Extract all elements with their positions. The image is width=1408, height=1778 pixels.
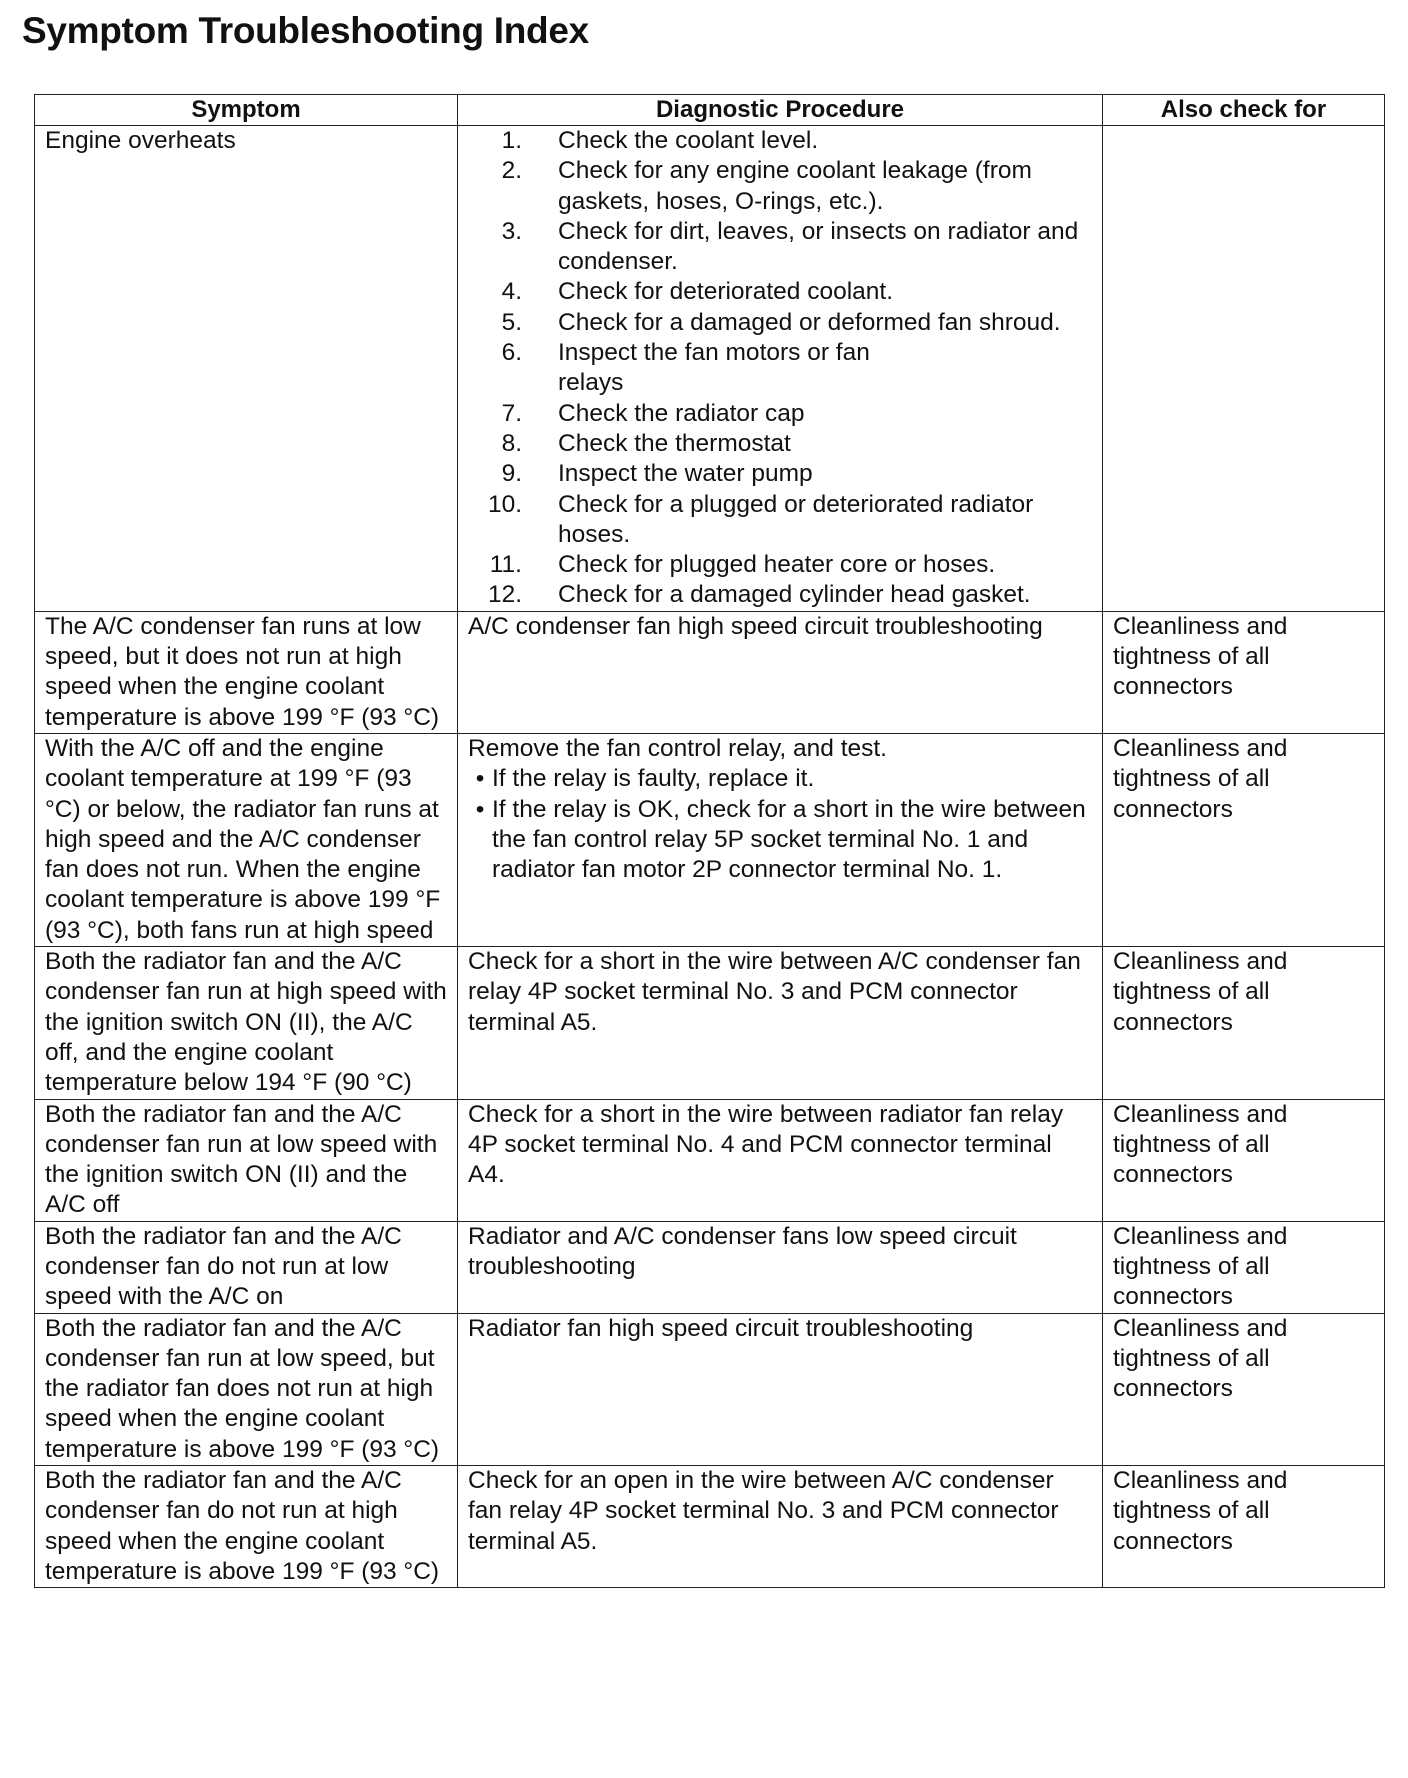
list-item: 7. Check the radiator cap xyxy=(501,399,805,427)
table-row xyxy=(35,1466,1385,1588)
troubleshooting-table xyxy=(34,94,1385,1588)
list-item: 12. Check for a damaged cylinder head gasket. xyxy=(487,581,1031,609)
also-check-cell: Cleanliness and tightness of all connectors xyxy=(1103,947,1385,1099)
symptom-cell: Both the radiator fan and the A/C condenser fan run at high speed with the ignition switch ON (II), the A/C off, and the engine coolant temperature below 194 °F (90 °C) xyxy=(35,947,458,1099)
header-also-check: Also check for xyxy=(1103,95,1385,126)
list-item: 9. Inspect the water pump xyxy=(501,460,813,488)
also-check-cell: Cleanliness and tightness of all connectors xyxy=(1103,1099,1385,1221)
list-item: 8. Check the thermostat xyxy=(501,429,791,457)
table-row xyxy=(35,1313,1385,1465)
procedure-cell: Check for an open in the wire between A/C condenser fan relay 4P socket terminal No. 3 and PCM connector terminal A5. xyxy=(458,1466,1103,1588)
list-item: 6. Inspect the fan motors or fan relays xyxy=(501,339,870,397)
list-item: 1. Check the coolant level. xyxy=(501,127,819,154)
bullet-icon: • xyxy=(475,795,485,823)
symptom-cell: With the A/C off and the engine coolant temperature at 199 °F (93 °C) or below, the radiator fan runs at high speed and the A/C condenser fan does not run. When the engine coolant temperature is above 199 °F (93 °C), both fans run at high speed xyxy=(35,733,458,946)
list-item: • If the relay is OK, check for a short in the wire between the fan control relay 5P socket terminal No. 1 and radiator fan motor 2P connector terminal No. 1. xyxy=(468,795,1092,886)
list-item: 11. Check for plugged heater core or hoses. xyxy=(489,551,996,579)
also-check-cell: Cleanliness and tightness of all connectors xyxy=(1103,1313,1385,1465)
bullet-icon: • xyxy=(475,765,485,793)
also-check-cell: Cleanliness and tightness of all connectors xyxy=(1103,733,1385,946)
procedure-cell xyxy=(458,733,1103,946)
symptom-cell: Both the radiator fan and the A/C condenser fan run at low speed with the ignition switch ON (II) and the A/C off xyxy=(35,1099,458,1221)
also-check-cell: Cleanliness and tightness of all connectors xyxy=(1103,611,1385,733)
page-title: Symptom Troubleshooting Index xyxy=(22,10,589,51)
symptom-cell: Both the radiator fan and the A/C condenser fan do not run at high speed when the engine coolant temperature is above 199 °F (93 °C) xyxy=(35,1466,458,1588)
list-item: 4. Check for deteriorated coolant. xyxy=(501,278,894,306)
symptom-cell: Engine overheats xyxy=(35,126,458,612)
procedure-bullets xyxy=(468,764,1092,885)
header-symptom: Symptom xyxy=(35,95,458,126)
symptom-cell: The A/C condenser fan runs at low speed, but it does not run at high speed when the engine coolant temperature is above 199 °F (93 °C) xyxy=(35,611,458,733)
procedure-intro: Remove the fan control relay, and test. xyxy=(468,734,887,762)
header-row xyxy=(35,95,1385,126)
procedure-cell: Radiator and A/C condenser fans low speed circuit troubleshooting xyxy=(458,1221,1103,1313)
header-procedure: Diagnostic Procedure xyxy=(458,95,1103,126)
table-row xyxy=(35,1099,1385,1221)
list-item: 10. Check for a plugged or deteriorated radiator hoses. xyxy=(487,490,1034,548)
also-check-cell: Cleanliness and tightness of all connectors xyxy=(1103,1466,1385,1588)
list-item: 5. Check for a damaged or deformed fan shroud. xyxy=(501,308,1061,336)
symptom-cell: Both the radiator fan and the A/C condenser fan run at low speed, but the radiator fan does not run at high speed when the engine coolant temperature is above 199 °F (93 °C) xyxy=(35,1313,458,1465)
procedure-steps xyxy=(468,126,1092,611)
also-check-cell xyxy=(1103,126,1385,612)
list-item: • If the relay is faulty, replace it. xyxy=(468,764,1092,794)
table-row xyxy=(35,1221,1385,1313)
table-row xyxy=(35,611,1385,733)
symptom-cell: Both the radiator fan and the A/C condenser fan do not run at low speed with the A/C on xyxy=(35,1221,458,1313)
procedure-cell: Radiator fan high speed circuit troubleshooting xyxy=(458,1313,1103,1465)
procedure-cell: A/C condenser fan high speed circuit troubleshooting xyxy=(458,611,1103,733)
table-row xyxy=(35,947,1385,1099)
table-row xyxy=(35,126,1385,612)
table-row xyxy=(35,733,1385,946)
procedure-cell xyxy=(458,126,1103,612)
procedure-cell: Check for a short in the wire between A/C condenser fan relay 4P socket terminal No. 3 and PCM connector terminal A5. xyxy=(458,947,1103,1099)
list-item: 2. Check for any engine coolant leakage (from gaskets, hoses, O-rings, etc.). xyxy=(501,157,1032,215)
also-check-cell: Cleanliness and tightness of all connectors xyxy=(1103,1221,1385,1313)
procedure-cell: Check for a short in the wire between radiator fan relay 4P socket terminal No. 4 and PCM connector terminal A4. xyxy=(458,1099,1103,1221)
list-item: 3. Check for dirt, leaves, or insects on radiator and condenser. xyxy=(501,217,1079,276)
